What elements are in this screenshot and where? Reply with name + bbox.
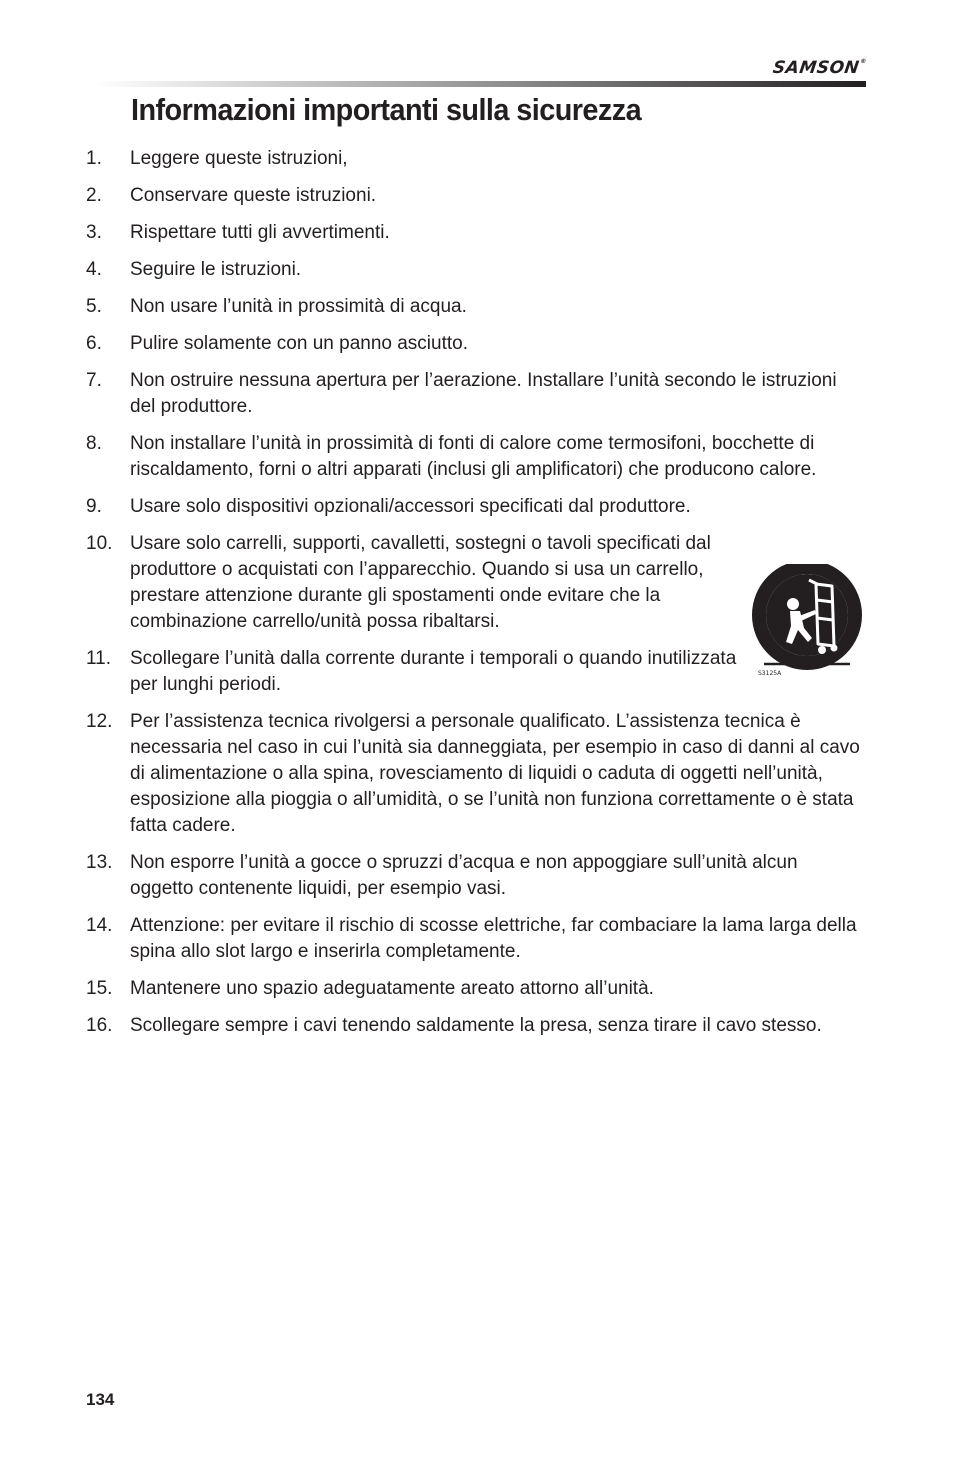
list-item — [86, 494, 866, 520]
list-item — [86, 1013, 866, 1039]
item-number: 9. — [86, 496, 102, 517]
item-text: Usare solo carrelli, supporti, cavalletti, sostegni o tavoli specificati dal produttore o acquistati con l’apparecchio. Quando si usa un carrello, prestare attenzione durante gli spostamenti onde evitare che la combinazione carrello/unità possa ribaltarsi. — [130, 533, 711, 632]
cart-tip-over-warning-icon — [750, 564, 864, 676]
item-number: 4. — [86, 259, 102, 280]
item-number: 11. — [86, 648, 112, 669]
item-text: Scollegare sempre i cavi tenendo saldamente la presa, senza tirare il cavo stesso. — [130, 1015, 822, 1036]
figure-caption: S3125A — [758, 670, 782, 676]
list-item — [86, 368, 866, 420]
brand-name: SAMSON — [771, 58, 861, 78]
item-number: 2. — [86, 185, 102, 206]
item-text: Per l’assistenza tecnica rivolgersi a personale qualificato. L’assistenza tecnica è necessaria nel caso in cui l’unità sia danneggiata, per esempio in caso di danni al cavo di alimentazione o alla spina, rovesciamento di liquidi o caduta di oggetti nell’unità, esposizione alla pioggia o all’umidità, o se l’unità non funziona correttamente o è stata fatta cadere. — [130, 711, 860, 836]
list-item — [86, 294, 866, 320]
item-number: 5. — [86, 296, 102, 317]
item-text: Mantenere uno spazio adeguatamente areato attorno all’unità. — [130, 978, 654, 999]
item-number: 6. — [86, 333, 102, 354]
header-rule — [96, 81, 866, 87]
item-number: 7. — [86, 370, 102, 391]
item-number: 13. — [86, 852, 113, 873]
item-number: 1. — [86, 148, 102, 169]
item-number: 15. — [86, 978, 113, 999]
item-text: Conservare queste istruzioni. — [130, 185, 377, 206]
item-text: Seguire le istruzioni. — [130, 259, 302, 280]
item-text: Scollegare l’unità dalla corrente durante i temporali o quando inutilizzata per lunghi periodi. — [130, 648, 737, 695]
item-text: Rispettare tutti gli avvertimenti. — [130, 222, 390, 243]
list-item — [86, 850, 866, 902]
safety-instructions-list — [86, 146, 866, 1050]
list-item — [86, 646, 866, 698]
item-number: 14. — [86, 915, 113, 936]
brand-mark: ® — [859, 58, 868, 65]
item-text: Leggere queste istruzioni, — [130, 148, 348, 169]
list-item — [86, 531, 866, 635]
item-number: 3. — [86, 222, 102, 243]
page-title: Informazioni importanti sulla sicurezza — [131, 92, 642, 127]
list-item — [86, 220, 866, 246]
item-text: Non usare l’unità in prossimità di acqua. — [130, 296, 467, 317]
list-item — [86, 257, 866, 283]
list-item — [86, 913, 866, 965]
item-number: 12. — [86, 711, 113, 732]
item-number: 16. — [86, 1015, 113, 1036]
item-text: Non installare l’unità in prossimità di fonti di calore come termosifoni, bocchette di riscaldamento, forni o altri apparati (inclusi gli amplificatori) che producono calore. — [130, 433, 817, 480]
list-item — [86, 331, 866, 357]
list-item — [86, 183, 866, 209]
list-item — [86, 431, 866, 483]
item-number: 8. — [86, 433, 102, 454]
item-text: Non esporre l’unità a gocce o spruzzi d’acqua e non appoggiare sull’unità alcun oggetto contenente liquidi, per esempio vasi. — [130, 852, 798, 899]
item-text: Non ostruire nessuna apertura per l’aerazione. Installare l’unità secondo le istruzioni del produttore. — [130, 370, 837, 417]
list-item — [86, 976, 866, 1002]
samson-logo — [772, 58, 868, 78]
item-text: Usare solo dispositivi opzionali/accessori specificati dal produttore. — [130, 496, 691, 517]
list-item — [86, 709, 866, 839]
item-text: Attenzione: per evitare il rischio di scosse elettriche, far combaciare la lama larga della spina allo slot largo e inserirla completamente. — [130, 915, 857, 962]
item-text: Pulire solamente con un panno asciutto. — [130, 333, 468, 354]
list-item — [86, 146, 866, 172]
item-number: 10. — [86, 533, 113, 554]
page-number: 134 — [86, 1390, 115, 1409]
